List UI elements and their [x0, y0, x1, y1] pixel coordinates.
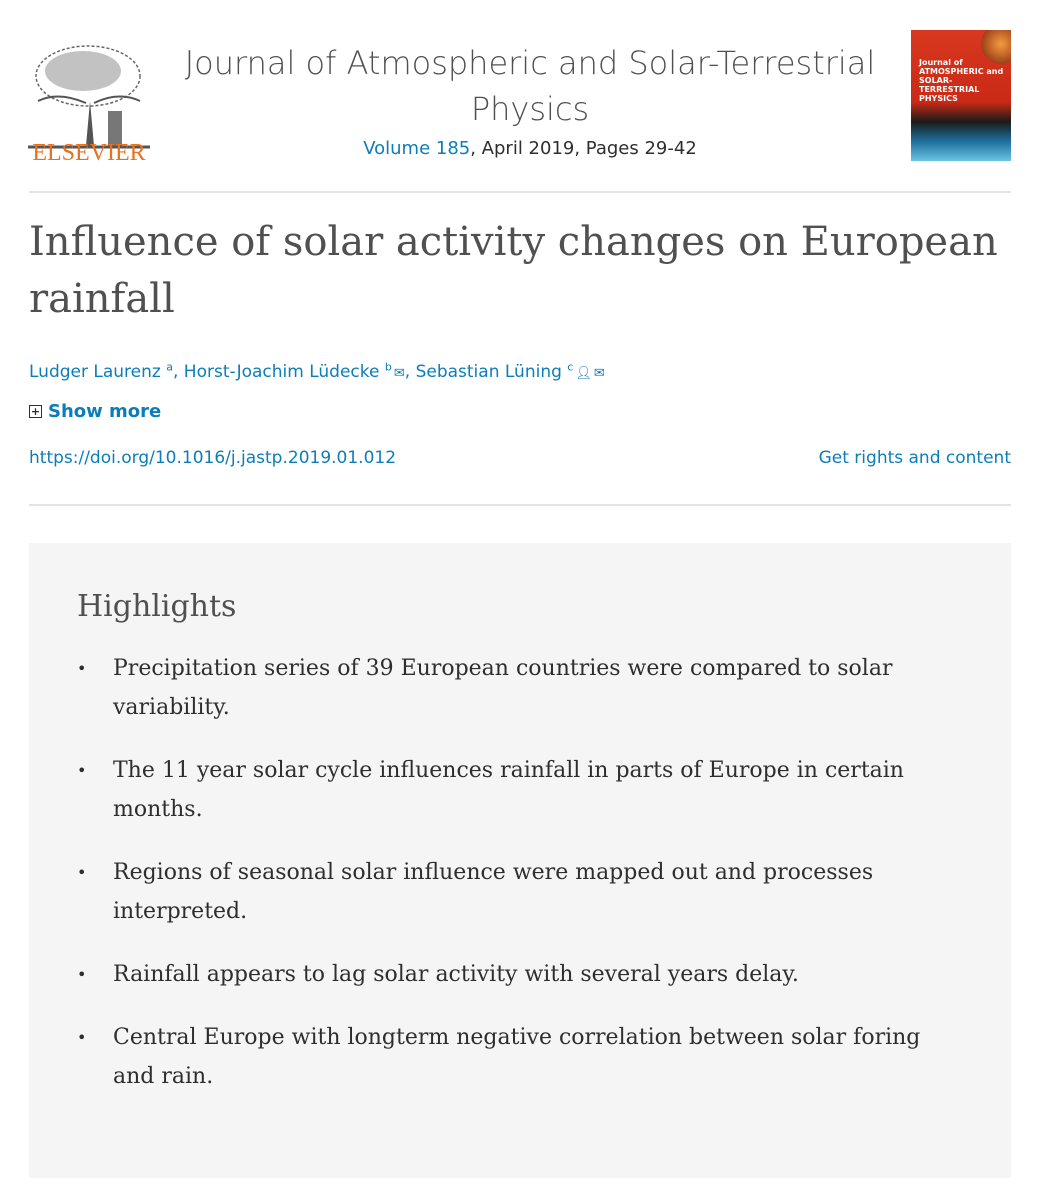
author-link[interactable]: Ludger Laurenz $^a$: [29, 360, 173, 382]
author-list: Ludger Laurenz $^a$, Horst-Joachim Lüdecke $^b$ ✉, Sebastian Lüning $^c$ 👤︎ ✉: [29, 360, 605, 382]
plus-box-icon: +: [30, 405, 41, 418]
elsevier-wordmark: ELSEVIER: [32, 140, 146, 166]
doi-link[interactable]: https://doi.org/10.1016/j.jastp.2019.01.012: [29, 448, 397, 468]
envelope-icon: ✉: [593, 365, 605, 381]
issue-details: , April 2019, Pages 29-42: [470, 138, 697, 159]
journal-header: [180, 40, 880, 159]
highlight-item: • The 11 year solar cycle influences rainfall in parts of Europe in certain months.: [77, 751, 957, 829]
article-title: Influence of solar activity changes on European rainfall: [29, 219, 998, 322]
highlight-item: • Central Europe with longterm negative correlation between solar foring and rain.: [77, 1018, 957, 1096]
highlights-box: [29, 543, 1011, 1178]
author-link[interactable]: Horst-Joachim Lüdecke $^b$ ✉: [183, 360, 405, 382]
get-rights-link[interactable]: Get rights and content: [818, 448, 1011, 468]
volume-link[interactable]: Volume 185: [363, 138, 471, 159]
journal-cover-image[interactable]: [911, 30, 1011, 161]
highlight-item: • Precipitation series of 39 European countries were compared to solar variability.: [77, 649, 957, 727]
divider: [29, 504, 1011, 506]
author-link[interactable]: Sebastian Lüning $^c$ 👤︎ ✉: [415, 360, 605, 382]
envelope-icon: ✉: [393, 365, 405, 381]
show-more-label: Show more: [48, 401, 162, 422]
highlight-item: • Rainfall appears to lag solar activity with several years delay.: [77, 955, 957, 994]
cover-lettering: Journal of ATMOSPHERIC and SOLAR-TERRESTRIAL PHYSICS: [919, 58, 1004, 103]
highlights-list: [77, 649, 957, 1120]
divider: [29, 191, 1011, 193]
highlights-heading: Highlights: [77, 589, 237, 624]
journal-issue-info: [180, 138, 880, 159]
person-icon: 👤︎: [575, 365, 592, 381]
journal-title-link[interactable]: Journal of Atmospheric and Solar-Terrestrial Physics: [184, 44, 876, 128]
show-more-button[interactable]: [29, 401, 161, 422]
highlight-item: • Regions of seasonal solar influence were mapped out and processes interpreted.: [77, 853, 957, 931]
